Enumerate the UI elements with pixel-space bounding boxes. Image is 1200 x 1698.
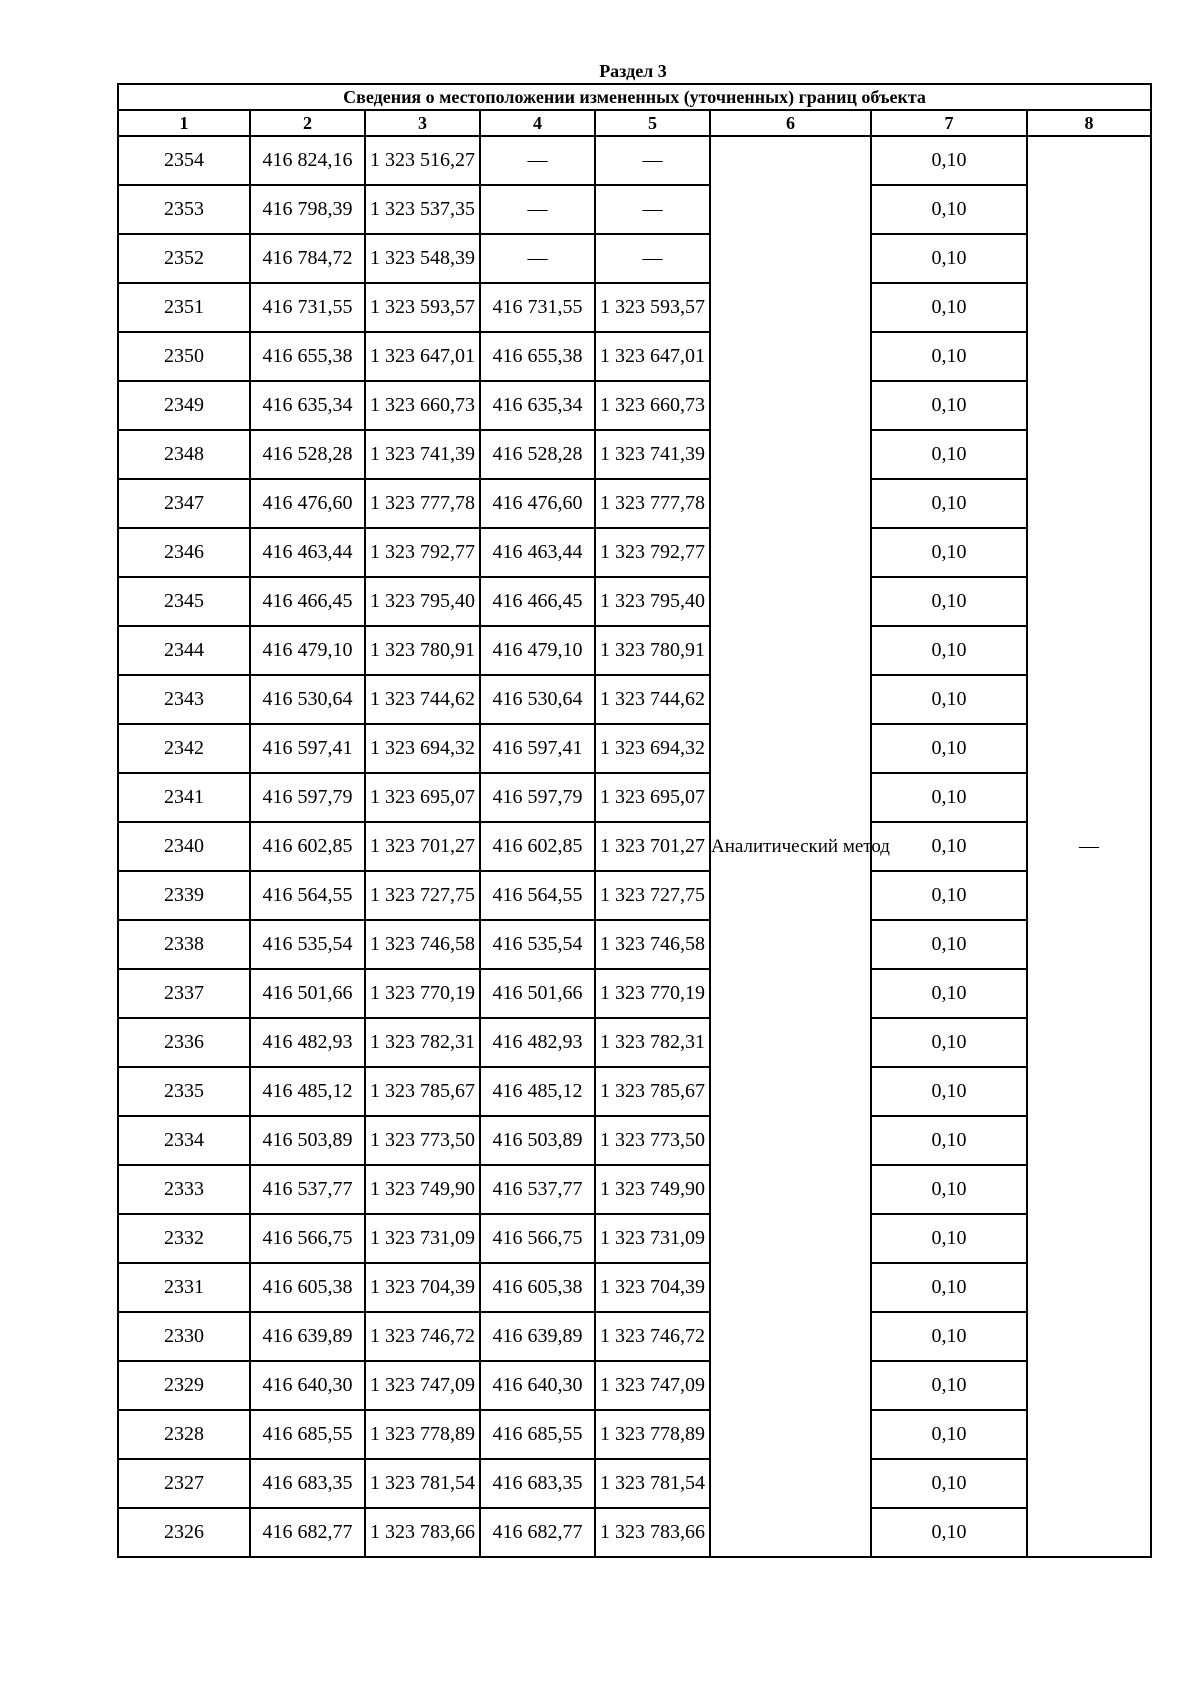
x-coordinate-cell: 416 683,35 bbox=[250, 1459, 365, 1508]
new-y-cell: 1 323 777,78 bbox=[595, 479, 710, 528]
boundary-coordinates-table bbox=[117, 83, 1152, 1558]
table-row bbox=[118, 1312, 1151, 1361]
table-row bbox=[118, 1459, 1151, 1508]
new-y-cell: 1 323 744,62 bbox=[595, 675, 710, 724]
x-coordinate-cell: 416 503,89 bbox=[250, 1116, 365, 1165]
point-number-cell: 2329 bbox=[118, 1361, 250, 1410]
x-coordinate-cell: 416 482,93 bbox=[250, 1018, 365, 1067]
y-coordinate-cell: 1 323 701,27 bbox=[365, 822, 480, 871]
y-coordinate-cell: 1 323 785,67 bbox=[365, 1067, 480, 1116]
new-x-cell: 416 597,79 bbox=[480, 773, 595, 822]
accuracy-cell: 0,10 bbox=[871, 675, 1027, 724]
table-row bbox=[118, 773, 1151, 822]
point-number-cell: 2326 bbox=[118, 1508, 250, 1557]
y-coordinate-cell: 1 323 770,19 bbox=[365, 969, 480, 1018]
y-coordinate-cell: 1 323 747,09 bbox=[365, 1361, 480, 1410]
x-coordinate-cell: 416 605,38 bbox=[250, 1263, 365, 1312]
accuracy-cell: 0,10 bbox=[871, 1459, 1027, 1508]
point-number-cell: 2340 bbox=[118, 822, 250, 871]
y-coordinate-cell: 1 323 795,40 bbox=[365, 577, 480, 626]
point-number-cell: 2350 bbox=[118, 332, 250, 381]
accuracy-cell: 0,10 bbox=[871, 626, 1027, 675]
y-coordinate-cell: 1 323 744,62 bbox=[365, 675, 480, 724]
x-coordinate-cell: 416 466,45 bbox=[250, 577, 365, 626]
accuracy-cell: 0,10 bbox=[871, 724, 1027, 773]
column-number: 7 bbox=[871, 110, 1027, 136]
column-number: 2 bbox=[250, 110, 365, 136]
table-row bbox=[118, 1018, 1151, 1067]
x-coordinate-cell: 416 463,44 bbox=[250, 528, 365, 577]
accuracy-cell: 0,10 bbox=[871, 1361, 1027, 1410]
point-number-cell: 2330 bbox=[118, 1312, 250, 1361]
y-coordinate-cell: 1 323 660,73 bbox=[365, 381, 480, 430]
new-y-cell: 1 323 778,89 bbox=[595, 1410, 710, 1459]
y-coordinate-cell: 1 323 773,50 bbox=[365, 1116, 480, 1165]
new-y-cell: 1 323 795,40 bbox=[595, 577, 710, 626]
new-x-cell: 416 485,12 bbox=[480, 1067, 595, 1116]
x-coordinate-cell: 416 824,16 bbox=[250, 136, 365, 185]
y-coordinate-cell: 1 323 746,72 bbox=[365, 1312, 480, 1361]
point-number-cell: 2341 bbox=[118, 773, 250, 822]
new-x-cell: 416 537,77 bbox=[480, 1165, 595, 1214]
new-x-cell: 416 476,60 bbox=[480, 479, 595, 528]
accuracy-cell: 0,10 bbox=[871, 773, 1027, 822]
accuracy-cell: 0,10 bbox=[871, 528, 1027, 577]
y-coordinate-cell: 1 323 783,66 bbox=[365, 1508, 480, 1557]
accuracy-cell: 0,10 bbox=[871, 1508, 1027, 1557]
y-coordinate-cell: 1 323 749,90 bbox=[365, 1165, 480, 1214]
point-number-cell: 2351 bbox=[118, 283, 250, 332]
accuracy-cell: 0,10 bbox=[871, 136, 1027, 185]
y-coordinate-cell: 1 323 792,77 bbox=[365, 528, 480, 577]
new-x-cell: 416 530,64 bbox=[480, 675, 595, 724]
x-coordinate-cell: 416 635,34 bbox=[250, 381, 365, 430]
accuracy-cell: 0,10 bbox=[871, 871, 1027, 920]
point-number-cell: 2328 bbox=[118, 1410, 250, 1459]
table-row bbox=[118, 528, 1151, 577]
new-x-cell: 416 605,38 bbox=[480, 1263, 595, 1312]
new-y-cell: 1 323 704,39 bbox=[595, 1263, 710, 1312]
x-coordinate-cell: 416 564,55 bbox=[250, 871, 365, 920]
point-number-cell: 2337 bbox=[118, 969, 250, 1018]
table-row bbox=[118, 1263, 1151, 1312]
y-coordinate-cell: 1 323 593,57 bbox=[365, 283, 480, 332]
point-number-cell: 2327 bbox=[118, 1459, 250, 1508]
accuracy-cell: 0,10 bbox=[871, 920, 1027, 969]
new-x-cell: 416 535,54 bbox=[480, 920, 595, 969]
new-y-cell: — bbox=[595, 136, 710, 185]
new-x-cell: 416 564,55 bbox=[480, 871, 595, 920]
accuracy-cell: 0,10 bbox=[871, 1312, 1027, 1361]
method-cell: Аналитический метод bbox=[710, 136, 871, 1557]
x-coordinate-cell: 416 566,75 bbox=[250, 1214, 365, 1263]
new-y-cell: 1 323 701,27 bbox=[595, 822, 710, 871]
x-coordinate-cell: 416 597,79 bbox=[250, 773, 365, 822]
point-number-cell: 2353 bbox=[118, 185, 250, 234]
new-y-cell: 1 323 727,75 bbox=[595, 871, 710, 920]
accuracy-cell: 0,10 bbox=[871, 1067, 1027, 1116]
new-x-cell: 416 640,30 bbox=[480, 1361, 595, 1410]
new-x-cell: 416 683,35 bbox=[480, 1459, 595, 1508]
table-row bbox=[118, 1116, 1151, 1165]
point-number-cell: 2352 bbox=[118, 234, 250, 283]
point-number-cell: 2345 bbox=[118, 577, 250, 626]
x-coordinate-cell: 416 501,66 bbox=[250, 969, 365, 1018]
x-coordinate-cell: 416 535,54 bbox=[250, 920, 365, 969]
point-number-cell: 2343 bbox=[118, 675, 250, 724]
y-coordinate-cell: 1 323 694,32 bbox=[365, 724, 480, 773]
x-coordinate-cell: 416 537,77 bbox=[250, 1165, 365, 1214]
table-row bbox=[118, 969, 1151, 1018]
y-coordinate-cell: 1 323 704,39 bbox=[365, 1263, 480, 1312]
new-x-cell: 416 655,38 bbox=[480, 332, 595, 381]
new-x-cell: 416 731,55 bbox=[480, 283, 595, 332]
y-coordinate-cell: 1 323 647,01 bbox=[365, 332, 480, 381]
table-caption: Сведения о местоположении измененных (уточненных) границ объекта bbox=[118, 84, 1151, 110]
table-row bbox=[118, 479, 1151, 528]
new-y-cell: 1 323 783,66 bbox=[595, 1508, 710, 1557]
new-x-cell: 416 685,55 bbox=[480, 1410, 595, 1459]
new-x-cell: 416 635,34 bbox=[480, 381, 595, 430]
y-coordinate-cell: 1 323 780,91 bbox=[365, 626, 480, 675]
accuracy-cell: 0,10 bbox=[871, 234, 1027, 283]
accuracy-cell: 0,10 bbox=[871, 1263, 1027, 1312]
column-number: 3 bbox=[365, 110, 480, 136]
column-number: 4 bbox=[480, 110, 595, 136]
accuracy-cell: 0,10 bbox=[871, 430, 1027, 479]
new-y-cell: 1 323 660,73 bbox=[595, 381, 710, 430]
point-number-cell: 2332 bbox=[118, 1214, 250, 1263]
y-coordinate-cell: 1 323 548,39 bbox=[365, 234, 480, 283]
new-y-cell: 1 323 746,58 bbox=[595, 920, 710, 969]
new-y-cell: 1 323 741,39 bbox=[595, 430, 710, 479]
table-row bbox=[118, 1410, 1151, 1459]
new-x-cell: 416 503,89 bbox=[480, 1116, 595, 1165]
table-row bbox=[118, 920, 1151, 969]
new-y-cell: 1 323 785,67 bbox=[595, 1067, 710, 1116]
accuracy-cell: 0,10 bbox=[871, 822, 1027, 871]
new-x-cell: 416 566,75 bbox=[480, 1214, 595, 1263]
point-number-cell: 2335 bbox=[118, 1067, 250, 1116]
section-title: Раздел 3 bbox=[599, 61, 667, 81]
x-coordinate-cell: 416 639,89 bbox=[250, 1312, 365, 1361]
x-coordinate-cell: 416 640,30 bbox=[250, 1361, 365, 1410]
x-coordinate-cell: 416 682,77 bbox=[250, 1508, 365, 1557]
y-coordinate-cell: 1 323 781,54 bbox=[365, 1459, 480, 1508]
accuracy-cell: 0,10 bbox=[871, 577, 1027, 626]
x-coordinate-cell: 416 602,85 bbox=[250, 822, 365, 871]
point-number-cell: 2331 bbox=[118, 1263, 250, 1312]
table-row bbox=[118, 136, 1151, 185]
y-coordinate-cell: 1 323 516,27 bbox=[365, 136, 480, 185]
column-number-row bbox=[118, 110, 1151, 136]
accuracy-cell: 0,10 bbox=[871, 1410, 1027, 1459]
table-row bbox=[118, 283, 1151, 332]
new-x-cell: 416 479,10 bbox=[480, 626, 595, 675]
table-row bbox=[118, 1165, 1151, 1214]
point-number-cell: 2349 bbox=[118, 381, 250, 430]
y-coordinate-cell: 1 323 746,58 bbox=[365, 920, 480, 969]
new-x-cell: 416 501,66 bbox=[480, 969, 595, 1018]
point-number-cell: 2334 bbox=[118, 1116, 250, 1165]
x-coordinate-cell: 416 655,38 bbox=[250, 332, 365, 381]
table-row bbox=[118, 430, 1151, 479]
accuracy-cell: 0,10 bbox=[871, 479, 1027, 528]
table-row bbox=[118, 1361, 1151, 1410]
new-x-cell: 416 682,77 bbox=[480, 1508, 595, 1557]
new-y-cell: 1 323 593,57 bbox=[595, 283, 710, 332]
x-coordinate-cell: 416 597,41 bbox=[250, 724, 365, 773]
accuracy-cell: 0,10 bbox=[871, 1018, 1027, 1067]
table-row bbox=[118, 675, 1151, 724]
table-row bbox=[118, 822, 1151, 871]
new-x-cell: 416 528,28 bbox=[480, 430, 595, 479]
new-y-cell: 1 323 749,90 bbox=[595, 1165, 710, 1214]
new-y-cell: 1 323 695,07 bbox=[595, 773, 710, 822]
y-coordinate-cell: 1 323 537,35 bbox=[365, 185, 480, 234]
x-coordinate-cell: 416 685,55 bbox=[250, 1410, 365, 1459]
column-number: 8 bbox=[1027, 110, 1151, 136]
point-number-cell: 2354 bbox=[118, 136, 250, 185]
table-row bbox=[118, 871, 1151, 920]
x-coordinate-cell: 416 476,60 bbox=[250, 479, 365, 528]
accuracy-cell: 0,10 bbox=[871, 969, 1027, 1018]
new-y-cell: 1 323 731,09 bbox=[595, 1214, 710, 1263]
x-coordinate-cell: 416 485,12 bbox=[250, 1067, 365, 1116]
new-x-cell: 416 602,85 bbox=[480, 822, 595, 871]
table-row bbox=[118, 1067, 1151, 1116]
new-x-cell: 416 463,44 bbox=[480, 528, 595, 577]
x-coordinate-cell: 416 528,28 bbox=[250, 430, 365, 479]
new-y-cell: 1 323 770,19 bbox=[595, 969, 710, 1018]
new-y-cell: — bbox=[595, 234, 710, 283]
table-row bbox=[118, 381, 1151, 430]
point-number-cell: 2338 bbox=[118, 920, 250, 969]
table-row bbox=[118, 332, 1151, 381]
new-x-cell: 416 597,41 bbox=[480, 724, 595, 773]
point-number-cell: 2333 bbox=[118, 1165, 250, 1214]
accuracy-cell: 0,10 bbox=[871, 1165, 1027, 1214]
new-x-cell: 416 466,45 bbox=[480, 577, 595, 626]
point-number-cell: 2348 bbox=[118, 430, 250, 479]
table-row bbox=[118, 577, 1151, 626]
accuracy-cell: 0,10 bbox=[871, 1214, 1027, 1263]
y-coordinate-cell: 1 323 727,75 bbox=[365, 871, 480, 920]
accuracy-cell: 0,10 bbox=[871, 381, 1027, 430]
point-number-cell: 2344 bbox=[118, 626, 250, 675]
table-body bbox=[118, 136, 1151, 1557]
y-coordinate-cell: 1 323 782,31 bbox=[365, 1018, 480, 1067]
new-y-cell: 1 323 747,09 bbox=[595, 1361, 710, 1410]
table-row bbox=[118, 185, 1151, 234]
accuracy-cell: 0,10 bbox=[871, 283, 1027, 332]
new-y-cell: 1 323 782,31 bbox=[595, 1018, 710, 1067]
column-number: 6 bbox=[710, 110, 871, 136]
new-x-cell: 416 482,93 bbox=[480, 1018, 595, 1067]
y-coordinate-cell: 1 323 741,39 bbox=[365, 430, 480, 479]
new-y-cell: 1 323 792,77 bbox=[595, 528, 710, 577]
table-row bbox=[118, 626, 1151, 675]
point-number-cell: 2347 bbox=[118, 479, 250, 528]
new-y-cell: 1 323 694,32 bbox=[595, 724, 710, 773]
y-coordinate-cell: 1 323 695,07 bbox=[365, 773, 480, 822]
column-number: 1 bbox=[118, 110, 250, 136]
x-coordinate-cell: 416 798,39 bbox=[250, 185, 365, 234]
new-x-cell: — bbox=[480, 136, 595, 185]
column-8-cell: — bbox=[1027, 136, 1151, 1557]
new-x-cell: — bbox=[480, 185, 595, 234]
point-number-cell: 2339 bbox=[118, 871, 250, 920]
x-coordinate-cell: 416 784,72 bbox=[250, 234, 365, 283]
new-x-cell: 416 639,89 bbox=[480, 1312, 595, 1361]
accuracy-cell: 0,10 bbox=[871, 1116, 1027, 1165]
y-coordinate-cell: 1 323 777,78 bbox=[365, 479, 480, 528]
table-row bbox=[118, 234, 1151, 283]
new-y-cell: 1 323 780,91 bbox=[595, 626, 710, 675]
accuracy-cell: 0,10 bbox=[871, 332, 1027, 381]
table-row bbox=[118, 724, 1151, 773]
x-coordinate-cell: 416 530,64 bbox=[250, 675, 365, 724]
y-coordinate-cell: 1 323 731,09 bbox=[365, 1214, 480, 1263]
new-x-cell: — bbox=[480, 234, 595, 283]
x-coordinate-cell: 416 479,10 bbox=[250, 626, 365, 675]
new-y-cell: 1 323 773,50 bbox=[595, 1116, 710, 1165]
table-row bbox=[118, 1508, 1151, 1557]
column-number: 5 bbox=[595, 110, 710, 136]
new-y-cell: 1 323 781,54 bbox=[595, 1459, 710, 1508]
x-coordinate-cell: 416 731,55 bbox=[250, 283, 365, 332]
point-number-cell: 2342 bbox=[118, 724, 250, 773]
new-y-cell: 1 323 647,01 bbox=[595, 332, 710, 381]
new-y-cell: 1 323 746,72 bbox=[595, 1312, 710, 1361]
table-row bbox=[118, 1214, 1151, 1263]
new-y-cell: — bbox=[595, 185, 710, 234]
point-number-cell: 2346 bbox=[118, 528, 250, 577]
point-number-cell: 2336 bbox=[118, 1018, 250, 1067]
y-coordinate-cell: 1 323 778,89 bbox=[365, 1410, 480, 1459]
accuracy-cell: 0,10 bbox=[871, 185, 1027, 234]
